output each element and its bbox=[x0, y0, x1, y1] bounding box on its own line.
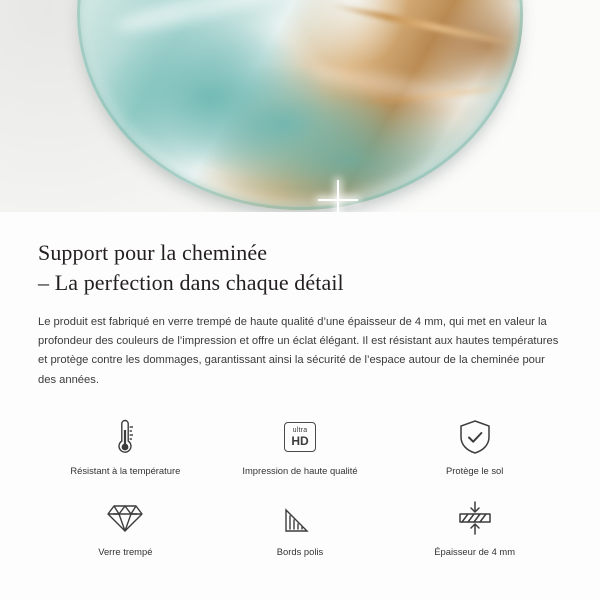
thermometer-icon bbox=[114, 416, 136, 458]
hero-image bbox=[0, 0, 600, 212]
headline-line-1: Support pour la cheminée bbox=[38, 240, 268, 265]
description-paragraph: Le produit est fabriqué en verre trempé de haute qualité d’une épaisseur de 4 mm, qui met en valeur la profondeur des couleurs de l’impression et offre un éclat élégant. Il est résistant aux hautes températures et protège contre les dommages, garantissant ainsi la sécurité de l’espace autour de la cheminée pour des années. bbox=[38, 315, 559, 386]
feature-label: Résistant à la température bbox=[70, 464, 181, 476]
headline-line-2: – La perfection dans chaque détail bbox=[38, 270, 344, 296]
feature-label: Impression de haute qualité bbox=[242, 464, 358, 476]
ultra-hd-icon bbox=[284, 416, 316, 458]
diamond-icon bbox=[106, 497, 144, 539]
feature-temperature-resistant bbox=[38, 412, 213, 483]
glass-plate-product-image bbox=[77, 0, 523, 210]
feature-tempered-glass bbox=[38, 493, 213, 564]
feature-label: Verre trempé bbox=[98, 546, 153, 557]
feature-high-quality-print bbox=[213, 412, 388, 483]
feature-floor-protection bbox=[387, 412, 562, 483]
feature-label: Protège le sol bbox=[446, 464, 504, 476]
content-area bbox=[0, 212, 600, 564]
ultra-hd-badge-bottom: HD bbox=[291, 433, 309, 448]
feature-label: Bords polis bbox=[276, 546, 324, 557]
polished-edges-icon bbox=[283, 497, 317, 539]
feature-thickness bbox=[387, 493, 562, 564]
feature-grid bbox=[38, 412, 562, 564]
feature-polished-edges bbox=[213, 493, 388, 564]
page-title bbox=[38, 238, 562, 299]
feature-label: Épaisseur de 4 mm bbox=[434, 546, 516, 557]
ultra-hd-badge-top: ultra bbox=[292, 426, 308, 434]
thickness-arrows-icon bbox=[455, 497, 495, 539]
shield-check-icon bbox=[458, 416, 492, 458]
